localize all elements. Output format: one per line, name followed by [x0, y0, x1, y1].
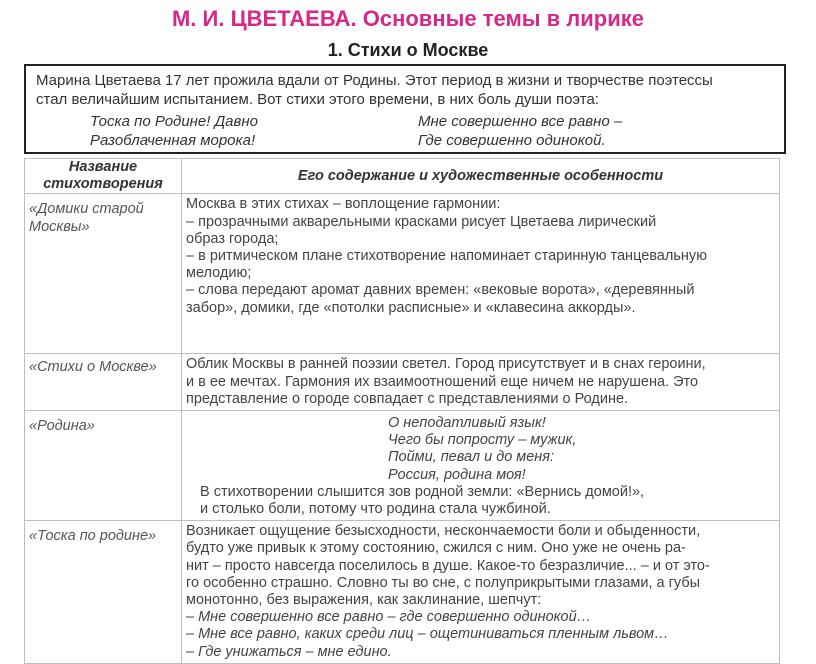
poem-quote-line: Чего бы попросту – мужик,	[388, 432, 577, 449]
description-line: Облик Москвы в ранней поэзии светел. Город присутствует и в снах героини,	[186, 356, 706, 373]
poem-line: Тоска по Родине! Давно	[90, 113, 258, 130]
table-row	[25, 521, 780, 664]
poems-table	[24, 158, 780, 664]
intro-poem	[36, 112, 774, 150]
poem-name: «Тоска по родине»	[29, 528, 157, 545]
poem-line: Где совершенно одинокой.	[418, 132, 606, 149]
description-line: монотонно, без выражения, как заклинание, шепчут:	[186, 592, 542, 609]
description-line: – в ритмическом плане стихотворение напоминает старинную танцевальную	[186, 248, 708, 265]
description-line: мелодию;	[186, 265, 252, 282]
page-title: М. И. ЦВЕТАЕВА. Основные темы в лирике	[171, 6, 644, 31]
poem-quote-line: Пойми, певал и до меня:	[388, 449, 555, 466]
quote-line: – Мне совершенно все равно – где совершенно одинокой…	[186, 609, 592, 626]
intro-text-line: Марина Цветаева 17 лет прожила вдали от Родины. Этот период в жизни и творчестве поэтессы	[36, 72, 713, 89]
poem-name-cell	[25, 194, 182, 354]
poem-quote-line: Россия, родина моя!	[388, 466, 526, 483]
poem-name: Москвы»	[29, 218, 90, 235]
description-line: представление о городе совпадает с представлениями о Родине.	[186, 390, 629, 407]
description-line: будто уже привык к этому состоянию, сжился с ним. Оно уже не очень ра-	[186, 540, 686, 557]
table-row	[25, 411, 780, 521]
description-line: В стихотворении слышится зов родной земли: «Вернись домой!»,	[200, 483, 645, 500]
table-header-row	[25, 159, 780, 194]
poem-description-cell	[182, 194, 780, 354]
description-line: и столько боли, потому что родина стала чужбиной.	[200, 501, 551, 518]
description-line: нит – просто навсегда поселилось в душе. Какое-то безразличие... – и от это-	[186, 557, 710, 574]
poem-description-cell	[182, 411, 780, 521]
poem-line: Мне совершенно все равно –	[418, 113, 623, 130]
poem-name: «Домики старой	[29, 201, 144, 218]
poem-description-cell	[182, 521, 780, 664]
description-line: забор», домики, где «потолки расписные» и «клавесина аккорды».	[186, 299, 636, 316]
intro-text-line: стал величайшим испытанием. Вот стихи этого времени, в них боль души поэта:	[36, 91, 599, 108]
quote-line: – Где унижаться – мне едино.	[186, 643, 392, 660]
header-name-column	[25, 159, 182, 194]
description-line: – прозрачными акварельными красками рисует Цветаева лирический	[186, 213, 657, 230]
description-line: Возникает ощущение безысходности, нескончаемости боли и обыденности,	[186, 523, 701, 540]
intro-poem-left	[36, 112, 418, 150]
section-subtitle: 1. Стихи о Москве	[327, 40, 489, 60]
poem-name: «Стихи о Москве»	[29, 359, 157, 376]
poem-quote-line: О неподатливый язык!	[388, 415, 546, 432]
intro-box	[24, 64, 786, 154]
description-line: го особенно страшно. Словно ты во сне, с полуприкрытыми глазами, а губы	[186, 574, 701, 591]
description-line: и в ее мечтах. Гармония их взаимоотношений еще ничем не нарушена. Это	[186, 373, 699, 390]
poem-description-cell	[182, 354, 780, 411]
header-label: Название	[68, 159, 138, 175]
table-row	[25, 194, 780, 354]
header-label: стихотворения	[43, 176, 163, 193]
intro-poem-right	[418, 112, 774, 150]
poem-name-cell	[25, 411, 182, 521]
poem-name-cell	[25, 521, 182, 664]
quote-line: – Мне все равно, каких среди лиц – ощетиниваться пленным львом…	[186, 626, 669, 643]
poem-line: Разоблаченная морока!	[90, 132, 256, 149]
poem-name-cell	[25, 354, 182, 411]
poem-name: «Родина»	[29, 418, 95, 435]
table-row	[25, 354, 780, 411]
description-line: Москва в этих стихах – воплощение гармонии:	[186, 196, 501, 213]
header-content-column: Его содержание и художественные особенности	[182, 159, 780, 194]
description-line: – слова передают аромат давних времен: «вековые ворота», «деревянный	[186, 282, 695, 299]
description-line: образ города;	[186, 230, 279, 247]
